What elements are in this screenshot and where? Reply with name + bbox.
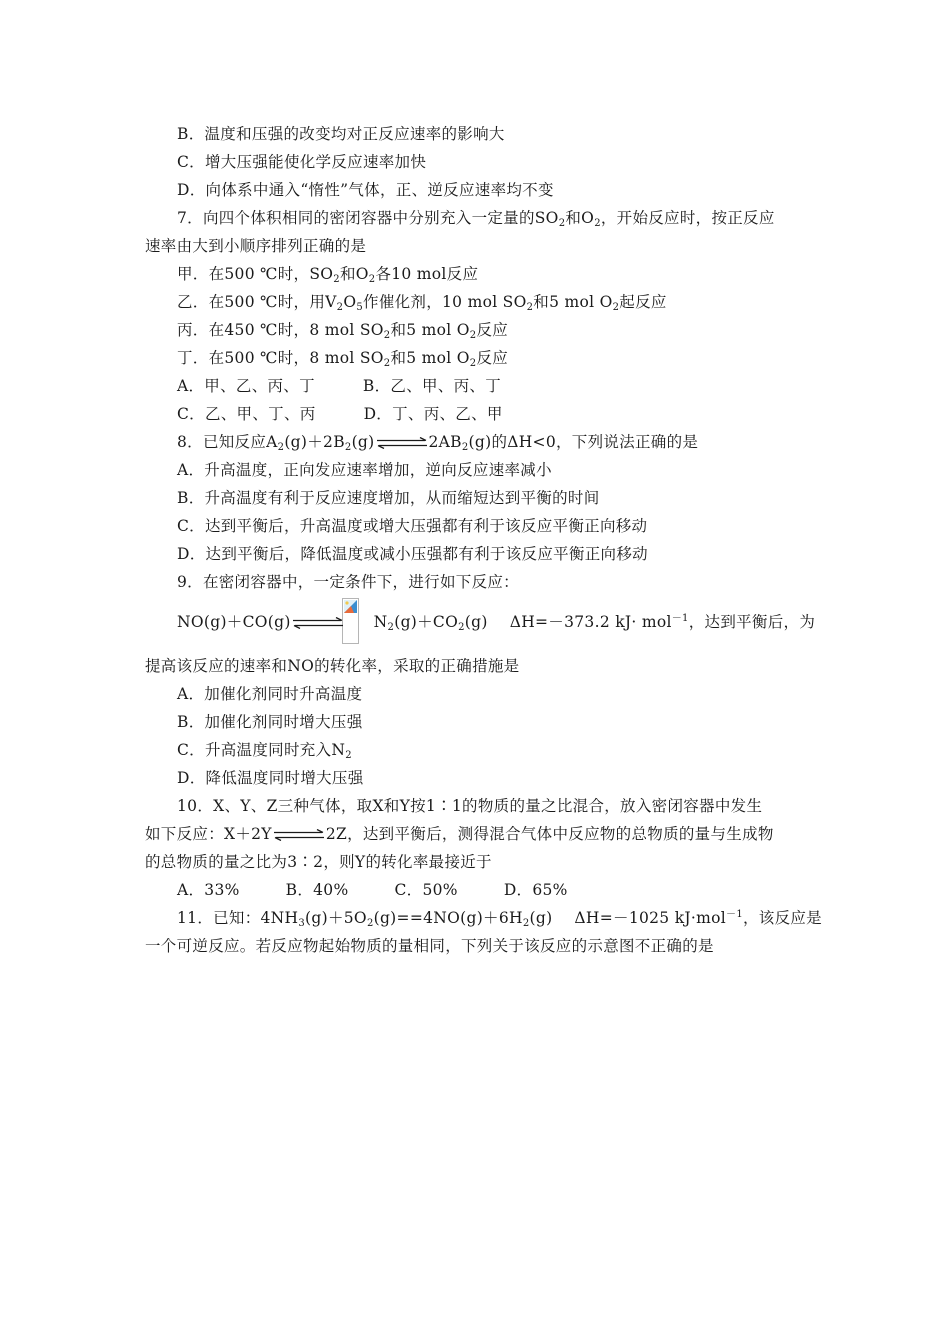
q8-option-a: A．升高温度，正向发应速率增加，逆向反应速率减小 — [177, 461, 552, 479]
q7-stem-line2: 速率由大到小顺序排列正确的是 — [145, 237, 367, 255]
q10-stem-line3: 的总物质的量之比为3∶2，则Y的转化率最接近于 — [145, 853, 492, 871]
q7-stem-line1: 7．向四个体积相同的密闭容器中分别充入一定量的$SO_2$和$O_2$，开始反应时，按正反应 — [177, 209, 775, 229]
q8-option-c: C．达到平衡后，升高温度或增大压强都有利于该反应平衡正向移动 — [177, 517, 648, 535]
q9-option-c: C．升高温度同时充入$N_2$ — [177, 741, 352, 761]
q6-option-b: B．温度和压强的改变均对正反应速率的影响大 — [177, 125, 505, 143]
q11-stem-line2: 一个可逆反应。若反应物起始物质的量相同，下列关于该反应的示意图不正确的是 — [145, 937, 714, 955]
q7-case-bing: 丙．在450 ℃时，8 mol $SO_2$和5 mol $O_2$反应 — [177, 321, 509, 341]
q9-option-d: D．降低温度同时增大压强 — [177, 769, 364, 787]
q7-options-ab: A．甲、乙、丙、丁 B．乙、甲、丙、丁 — [177, 377, 501, 395]
q10-stem-line2: 如下反应：X＋2Y 2Z，达到平衡后，测得混合气体中反应物的总物质的量与生成物 — [145, 825, 774, 843]
q8-option-b: B．升高温度有利于反应速度增加，从而缩短达到平衡的时间 — [177, 489, 600, 507]
q9-option-a: A．加催化剂同时升高温度 — [177, 685, 363, 703]
q6-option-d: D．向体系中通入“惰性”气体，正、逆反应速率均不变 — [177, 181, 554, 199]
q10-stem-line1: 10．X、Y、Z三种气体，取X和Y按1∶1的物质的量之比混合，放入密闭容器中发生 — [177, 797, 763, 815]
q7-case-jia: 甲．在500 ℃时，$SO_2$和$O_2$各10 mol反应 — [177, 265, 479, 285]
equilibrium-arrow-icon — [376, 437, 428, 449]
q11-stem-line1: 11．已知：$4NH_3(g)+5O_2(g)==4NO(g)+6H_2(g)$ ΔH=－1025 kJ·mol$^{-1}$，该反应是 — [177, 909, 822, 929]
equilibrium-arrow-icon — [292, 617, 344, 629]
q9-stem: 9．在密闭容器中，一定条件下，进行如下反应： — [177, 573, 519, 591]
q9-option-b: B．加催化剂同时增大压强 — [177, 713, 363, 731]
q7-case-yi: 乙．在500 ℃时，用$V_2O_5$作催化剂，10 mol $SO_2$和5 mol $O_2$起反应 — [177, 293, 667, 313]
q8-option-d: D．达到平衡后，降低温度或减小压强都有利于该反应平衡正向移动 — [177, 545, 648, 563]
q9-equation: NO(g)＋CO(g) $N_2(g)+CO_2(g)$ ΔH=－373.2 kJ· mol$^{-1}$，达到平衡后，为 — [177, 613, 816, 633]
q7-options-cd: C．乙、甲、丁、丙 D．丁、丙、乙、甲 — [177, 405, 503, 423]
equilibrium-arrow-icon — [273, 829, 325, 841]
q10-options: A．33% B．40% C．50% D．65% — [177, 881, 568, 899]
q9-stem-line3: 提高该反应的速率和NO的转化率，采取的正确措施是 — [145, 657, 520, 675]
q6-option-c: C．增大压强能使化学反应速率加快 — [177, 153, 427, 171]
q7-case-ding: 丁．在500 ℃时，8 mol $SO_2$和5 mol $O_2$反应 — [177, 349, 509, 369]
q8-stem: 8．已知反应$A_2(g)+2B_2(g)$ $2AB_2(g)$的ΔH<0，下列说法正确的是 — [177, 433, 699, 453]
